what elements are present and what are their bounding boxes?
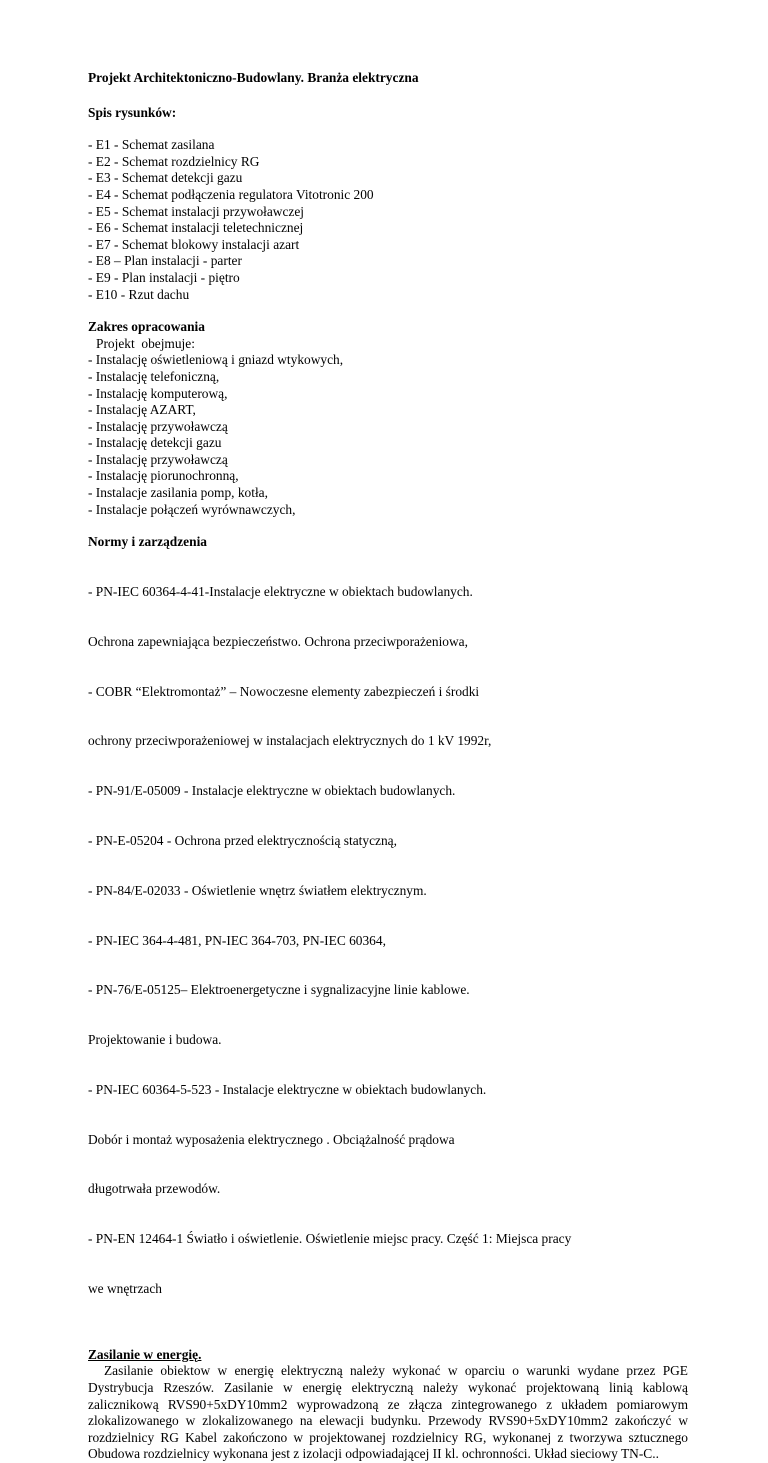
drawing-item: - E1 - Schemat zasilana	[88, 137, 215, 153]
norm-line: - COBR “Elektromontaż” – Nowoczesne elementy zabezpieczeń i środki	[88, 683, 480, 699]
norm-line: ochrony przeciwporażeniowej w instalacjach elektrycznych do 1 kV 1992r,	[88, 733, 492, 749]
norm-line: - PN-84/E-02033 - Oświetlenie wnętrz światłem elektrycznym.	[88, 882, 427, 898]
document-page	[88, 64, 688, 1463]
scope-item: - Instalacje zasilania pomp, kotła,	[88, 485, 268, 501]
norm-line: - PN-E-05204 - Ochrona przed elektrycznością statyczną,	[88, 832, 397, 848]
scope-item: - Instalację przywoławczą	[88, 418, 228, 434]
scope-item: - Instalację komputerową,	[88, 385, 228, 401]
drawing-item: - E9 - Plan instalacji - piętro	[88, 269, 240, 285]
norm-line: we wnętrzach	[88, 1280, 162, 1296]
norm-line: - PN-76/E-05125– Elektroenergetyczne i sygnalizacyjne linie kablowe.	[88, 982, 470, 998]
scope-item: - Instalację przywoławczą	[88, 451, 228, 467]
scope-item: - Instalację detekcji gazu	[88, 435, 222, 451]
norm-line: - PN-IEC 364-4-481, PN-IEC 364-703, PN-IEC 60364,	[88, 932, 386, 948]
supply-paragraph: Zasilanie obiektow w energię elektryczną należy wykonać w oparciu o warunki wydane przez PGE Dystrybucja Rzeszów. Zasilanie w energię elektryczną należy wykonać projektowaną linią kablową zalicznikową RVS90+5xDY10mm2 wyprowadzoną ze złącza zintegrowanego z układem pomiarowym zlokalizowanego w zlokalizowanego na elewacji budynku. Przewody RVS90+5xDY10mm2 zakończyć w rozdzielnicy RG Kabel zakończono w projektowanej rozdzielnicy RG, wykonanej z tworzywa sztucznego Obudowa rozdzielnicy wykonana jest z izolacji odpowiadającej II kl. ochronności. Układ sieciowy TN-C..	[88, 1363, 688, 1462]
drawing-item: - E8 – Plan instalacji - parter	[88, 253, 242, 269]
drawing-item: - E3 - Schemat detekcji gazu	[88, 170, 243, 186]
document-title: Projekt Architektoniczno-Budowlany. Branża elektryczna	[88, 70, 419, 85]
norm-line: - PN-91/E-05009 - Instalacje elektryczne w obiektach budowlanych.	[88, 783, 456, 799]
norm-line: Dobór i montaż wyposażenia elektrycznego . Obciążalność prądowa	[88, 1131, 455, 1147]
norm-line: Ochrona zapewniająca bezpieczeństwo. Ochrona przeciwporażeniowa,	[88, 633, 468, 649]
scope-heading: Zakres opracowania	[88, 319, 205, 335]
drawings-heading: Spis rysunków:	[88, 104, 177, 120]
drawing-item: - E5 - Schemat instalacji przywoławczej	[88, 203, 305, 219]
scope-item: - Instalację telefoniczną,	[88, 368, 220, 384]
norm-line: - PN-IEC 60364-5-523 - Instalacje elektryczne w obiektach budowlanych.	[88, 1081, 487, 1097]
norms-list	[88, 551, 688, 1331]
drawings-list	[88, 137, 688, 303]
norm-line: - PN-IEC 60364-4-41-Instalacje elektryczne w obiektach budowlanych.	[88, 584, 473, 600]
norms-heading: Normy i zarządzenia	[88, 534, 207, 550]
scope-list	[88, 352, 688, 518]
scope-item: - Instalację AZART,	[88, 402, 196, 418]
scope-item: - Instalację piorunochronną,	[88, 468, 239, 484]
norm-line: długotrwała przewodów.	[88, 1181, 221, 1197]
drawing-item: - E7 - Schemat blokowy instalacji azart	[88, 236, 300, 252]
drawing-item: - E2 - Schemat rozdzielnicy RG	[88, 153, 260, 169]
scope-intro: Projekt obejmuje:	[96, 335, 195, 351]
drawing-item: - E10 - Rzut dachu	[88, 286, 190, 302]
scope-item: - Instalacje połączeń wyrównawczych,	[88, 501, 296, 517]
norm-line: Projektowanie i budowa.	[88, 1032, 222, 1048]
scope-item: - Instalację oświetleniową i gniazd wtykowych,	[88, 352, 344, 368]
drawing-item: - E4 - Schemat podłączenia regulatora Vitotronic 200	[88, 186, 374, 202]
supply-heading: Zasilanie w energię.	[88, 1346, 202, 1362]
norm-line: - PN-EN 12464-1 Światło i oświetlenie. Oświetlenie miejsc pracy. Część 1: Miejsca pracy	[88, 1231, 572, 1247]
drawing-item: - E6 - Schemat instalacji teletechnicznej	[88, 220, 304, 236]
